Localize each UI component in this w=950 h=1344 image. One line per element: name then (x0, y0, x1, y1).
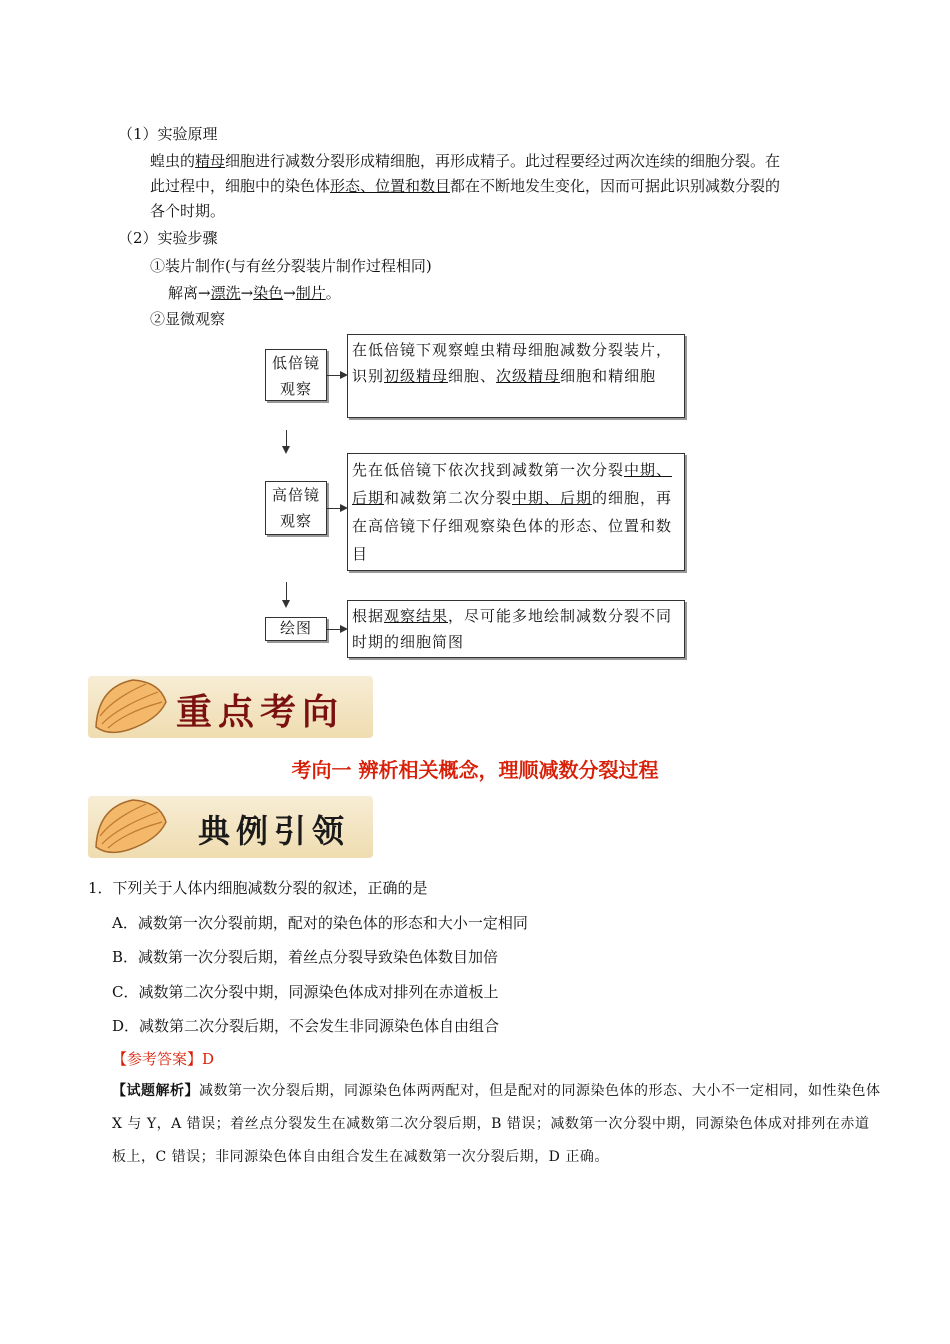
option-a: A．减数第一次分裂前期，配对的染色体的形态和大小一定相同 (112, 914, 528, 932)
arrow-down-icon (286, 582, 287, 606)
analysis-text: 减数第一次分裂后期，同源染色体两两配对，但是配对的同源染色体的形态、大小不一定相同，如性染色体 X 与 Y，A 错误；着丝点分裂发生在减数第二次分裂后期，B 错误；减数第一次分裂中期，同源染色体成对排列在赤道板上，C 错误；非同源染色体自由组合发生在减数第一次分裂后期，D 正确。 (112, 1083, 881, 1165)
principle-heading: （1）实验原理 (118, 125, 218, 143)
text-segment: 蝗虫的 (150, 152, 196, 170)
text-segment: 根据 (352, 607, 385, 625)
step-2: ②显微观察 (150, 310, 226, 328)
underlined-term: 观察结果 (384, 607, 449, 625)
analysis-paragraph (112, 1075, 882, 1174)
text-segment: 。 (325, 284, 341, 302)
flow-text-low (347, 334, 685, 418)
banner-title: 典例引领 (198, 812, 351, 850)
arrow-right-icon (327, 508, 346, 509)
text-segment: 先在低倍镜下依次找到减数第一次分裂 (352, 461, 625, 479)
step-1-sequence (168, 283, 341, 303)
banner-title: 重点考向 (176, 692, 345, 733)
analysis-label: 【试题解析】 (112, 1083, 199, 1099)
principle-line-1 (150, 151, 780, 171)
flow-text-draw (347, 600, 685, 658)
text-segment: ，尽可能多地绘制减数分裂不同时期的细胞简图 (352, 607, 673, 651)
step-1: ①装片制作(与有丝分裂装片制作过程相同) (150, 257, 432, 275)
arrow-glyph: → (283, 284, 296, 302)
underlined-term: 初级精母 (384, 367, 449, 385)
underlined-term: 中期、后期 (352, 461, 673, 507)
section-title: 考向一 辨析相关概念，理顺减数分裂过程 (291, 758, 659, 782)
principle-line-2 (150, 176, 780, 196)
underlined-term: 漂洗 (210, 284, 241, 302)
text-segment: 的细胞，再在高倍镜下仔细观察染色体的形态、位置和数目 (352, 489, 673, 563)
underlined-term: 次级精母 (496, 367, 561, 385)
flow-text-high (347, 453, 685, 571)
arrow-right-icon (327, 375, 346, 376)
text-segment: 此过程中，细胞中的染色体 (150, 177, 331, 195)
underlined-term: 形态、位置和数目 (330, 177, 451, 195)
text-segment: 细胞和精细胞 (560, 367, 657, 385)
option-c: C．减数第二次分裂中期，同源染色体成对排列在赤道板上 (112, 983, 499, 1001)
shell-icon (88, 672, 168, 742)
text-segment: 解离→ (168, 284, 211, 302)
arrow-down-icon (286, 430, 287, 452)
arrow-glyph: → (240, 284, 254, 302)
principle-line-3: 各个时期。 (150, 202, 226, 220)
option-b: B．减数第一次分裂后期，着丝点分裂导致染色体数目加倍 (112, 948, 499, 966)
question-stem: 1．下列关于人体内细胞减数分裂的叙述，正确的是 (88, 879, 428, 897)
answer-label: 【参考答案】D (112, 1050, 215, 1068)
option-d: D．减数第二次分裂后期，不会发生非同源染色体自由组合 (112, 1017, 500, 1035)
shell-icon (88, 792, 168, 862)
section-banner-key-focus (88, 676, 373, 738)
flow-label-draw: 绘图 (265, 617, 327, 641)
text-segment: 和减数第二次分裂 (384, 489, 513, 507)
text-segment: 细胞进行减数分裂形成精细胞，再形成精子。此过程要经过两次连续的细胞分裂。在 (225, 152, 781, 170)
flow-label-high: 高倍镜观察 (265, 481, 327, 535)
underlined-term: 制片 (295, 284, 326, 302)
underlined-term: 中期、后期 (512, 489, 593, 507)
text-segment: 在低倍镜下观察蝗虫精母细胞减数分裂装片，识别 (352, 341, 673, 385)
flow-label-low: 低倍镜观察 (265, 349, 327, 401)
underlined-term: 染色 (253, 284, 284, 302)
section-banner-example (88, 796, 373, 858)
steps-heading: （2）实验步骤 (118, 229, 218, 247)
underlined-term: 精母 (195, 152, 226, 170)
text-segment: 细胞、 (448, 367, 497, 385)
arrow-right-icon (327, 629, 346, 630)
text-segment: 都在不断地发生变化，因而可据此识别减数分裂的 (450, 177, 781, 195)
